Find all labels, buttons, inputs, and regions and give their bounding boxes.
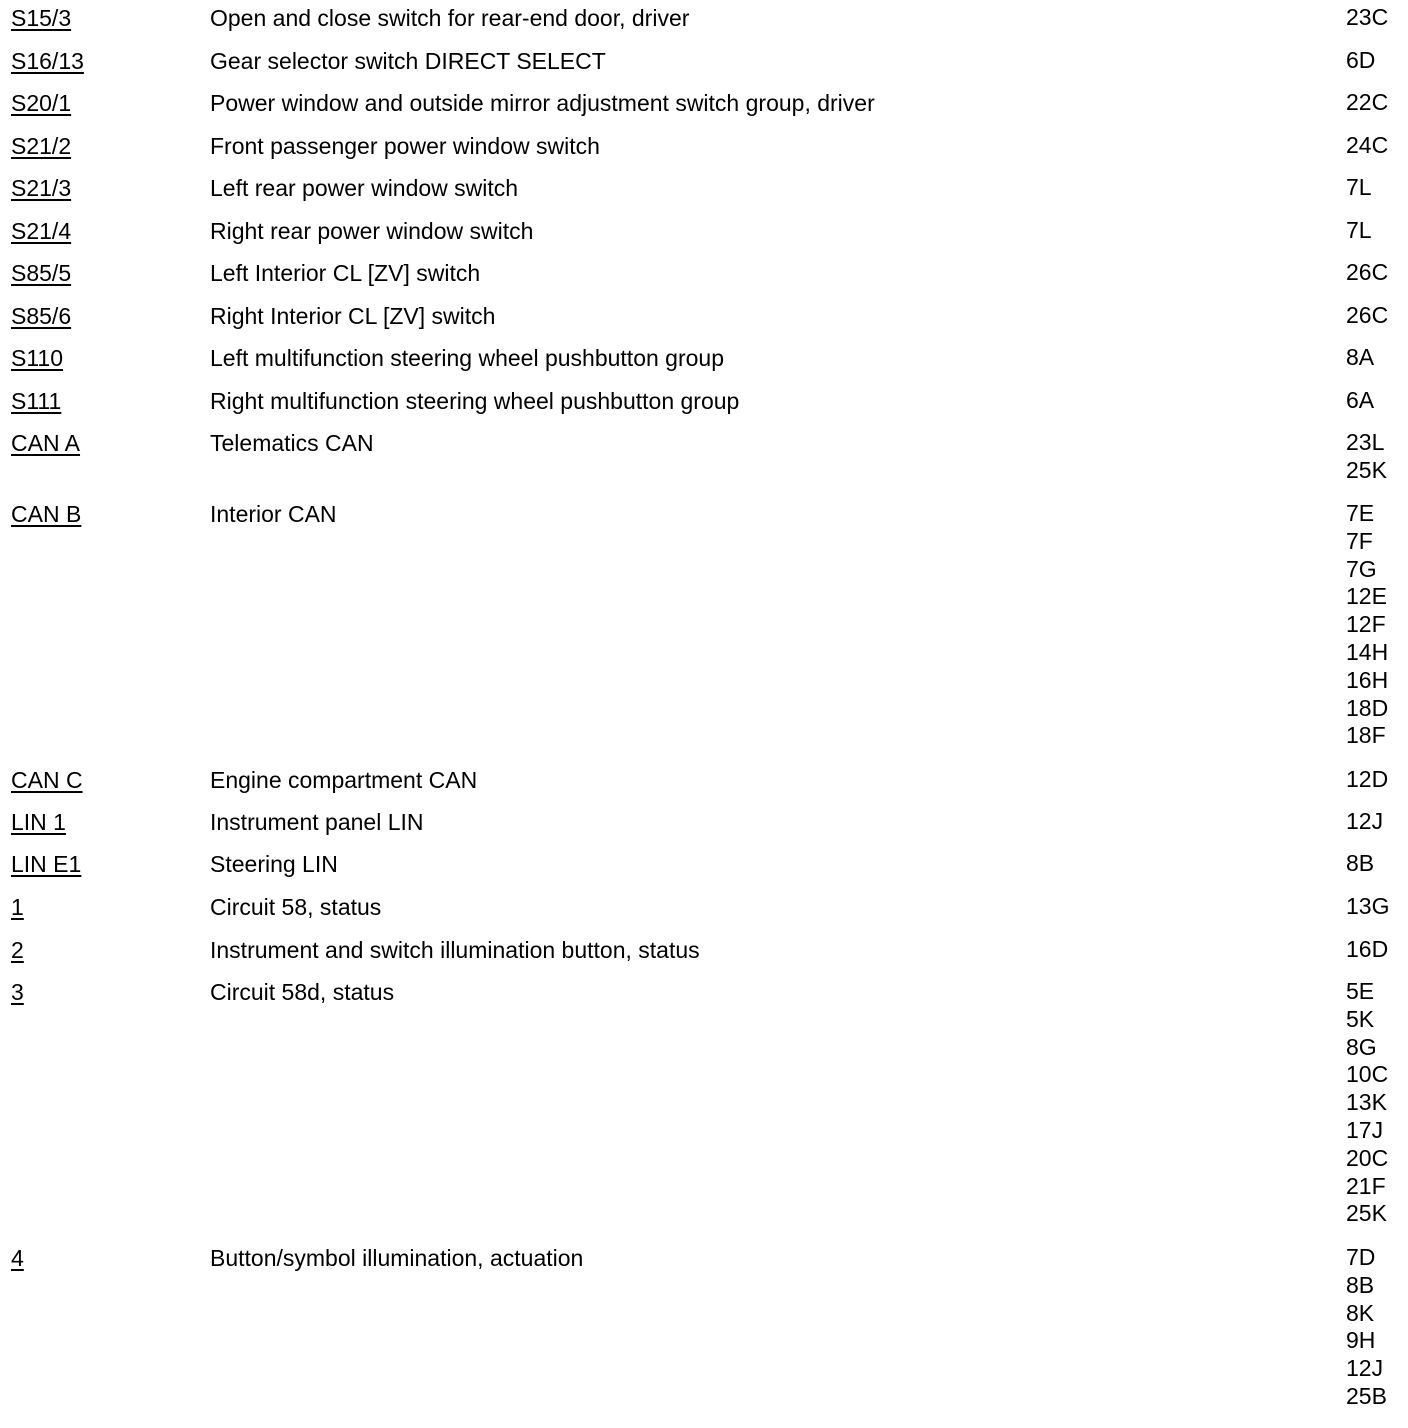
grid-reference-list — [1346, 344, 1406, 372]
grid-reference: 26C — [1346, 259, 1389, 285]
grid-reference: 23L — [1346, 429, 1385, 455]
grid-reference-list — [1346, 936, 1406, 964]
grid-reference-list — [1346, 387, 1406, 415]
component-code-link[interactable]: 4 — [11, 1245, 24, 1271]
grid-reference: 23C — [1346, 4, 1389, 30]
component-code-link[interactable]: S85/6 — [11, 303, 72, 329]
grid-reference: 12J — [1346, 808, 1384, 834]
grid-reference-list — [1346, 429, 1406, 485]
component-description: Left multifunction steering wheel pushbutton group — [210, 345, 724, 371]
component-description: Engine compartment CAN — [210, 767, 478, 793]
component-description: Circuit 58, status — [210, 894, 382, 920]
component-code-link[interactable]: 1 — [11, 894, 24, 920]
component-code-link[interactable]: LIN E1 — [11, 851, 82, 877]
grid-reference: 12J — [1346, 1355, 1384, 1382]
component-description: Instrument panel LIN — [210, 809, 424, 835]
grid-reference: 20C — [1346, 1144, 1389, 1171]
component-description: Open and close switch for rear-end door, driver — [210, 5, 690, 31]
grid-reference-list — [1346, 500, 1406, 750]
grid-reference: 7G — [1346, 555, 1377, 582]
grid-reference: 7E — [1346, 500, 1375, 526]
grid-reference: 16D — [1346, 936, 1389, 962]
component-description: Gear selector switch DIRECT SELECT — [210, 48, 606, 74]
grid-reference: 25B — [1346, 1382, 1387, 1409]
grid-reference-list — [1346, 4, 1406, 32]
component-code-link[interactable]: 2 — [11, 937, 24, 963]
grid-reference: 6A — [1346, 387, 1375, 413]
component-code-link[interactable]: S16/13 — [11, 48, 84, 74]
grid-reference: 7F — [1346, 527, 1373, 554]
grid-reference: 18D — [1346, 694, 1389, 721]
component-description: Right rear power window switch — [210, 218, 534, 244]
grid-reference: 12D — [1346, 766, 1389, 792]
grid-reference: 8K — [1346, 1299, 1375, 1326]
grid-reference: 6D — [1346, 47, 1376, 73]
grid-reference: 8G — [1346, 1033, 1377, 1060]
component-code-link[interactable]: S20/1 — [11, 90, 72, 116]
grid-reference: 10C — [1346, 1061, 1389, 1088]
grid-reference-list — [1346, 893, 1406, 921]
component-description: Circuit 58d, status — [210, 979, 395, 1005]
grid-reference-list — [1346, 47, 1406, 75]
grid-reference: 12F — [1346, 611, 1386, 638]
component-code-link[interactable]: S111 — [11, 388, 62, 414]
grid-reference: 8B — [1346, 1271, 1375, 1298]
component-description: Right multifunction steering wheel pushbutton group — [210, 388, 740, 414]
grid-reference: 5K — [1346, 1005, 1375, 1032]
component-code-link[interactable]: 3 — [11, 979, 24, 1005]
grid-reference: 22C — [1346, 89, 1389, 115]
grid-reference-list — [1346, 978, 1406, 1228]
grid-reference-list — [1346, 1244, 1406, 1411]
component-code-link[interactable]: CAN B — [11, 501, 82, 527]
grid-reference: 7L — [1346, 217, 1372, 243]
component-code-link[interactable]: S21/4 — [11, 218, 72, 244]
component-description: Steering LIN — [210, 851, 338, 877]
component-description: Right Interior CL [ZV] switch — [210, 303, 496, 329]
grid-reference: 18F — [1346, 722, 1386, 749]
component-code-link[interactable]: S15/3 — [11, 5, 72, 31]
component-description: Front passenger power window switch — [210, 133, 600, 159]
component-description: Instrument and switch illumination button, status — [210, 937, 700, 963]
grid-reference: 25K — [1346, 456, 1387, 483]
grid-reference-list — [1346, 217, 1406, 245]
grid-reference-list — [1346, 302, 1406, 330]
grid-reference: 14H — [1346, 638, 1389, 665]
grid-reference-list — [1346, 89, 1406, 117]
grid-reference: 8B — [1346, 850, 1375, 876]
grid-reference: 16H — [1346, 666, 1389, 693]
grid-reference: 7L — [1346, 174, 1372, 200]
component-description: Interior CAN — [210, 501, 337, 527]
component-description: Power window and outside mirror adjustment switch group, driver — [210, 90, 875, 116]
grid-reference: 25K — [1346, 1200, 1387, 1227]
component-code-link[interactable]: S85/5 — [11, 260, 72, 286]
component-description: Telematics CAN — [210, 430, 374, 456]
component-code-link[interactable]: LIN 1 — [11, 809, 66, 835]
grid-reference-list — [1346, 259, 1406, 287]
grid-reference: 24C — [1346, 132, 1389, 158]
grid-reference-list — [1346, 850, 1406, 878]
grid-reference: 21F — [1346, 1172, 1386, 1199]
grid-reference: 8A — [1346, 344, 1375, 370]
grid-reference-list — [1346, 808, 1406, 836]
grid-reference: 7D — [1346, 1244, 1376, 1270]
component-code-link[interactable]: CAN A — [11, 430, 81, 456]
grid-reference: 13K — [1346, 1089, 1387, 1116]
component-description: Button/symbol illumination, actuation — [210, 1245, 584, 1271]
component-description: Left Interior CL [ZV] switch — [210, 260, 481, 286]
grid-reference: 12E — [1346, 583, 1387, 610]
grid-reference-list — [1346, 174, 1406, 202]
grid-reference-list — [1346, 132, 1406, 160]
grid-reference: 5E — [1346, 978, 1375, 1004]
grid-reference: 17J — [1346, 1116, 1384, 1143]
component-code-link[interactable]: S110 — [11, 345, 64, 371]
grid-reference: 9H — [1346, 1327, 1376, 1354]
grid-reference: 13G — [1346, 893, 1390, 919]
grid-reference-list — [1346, 766, 1406, 794]
grid-reference: 26C — [1346, 302, 1389, 328]
component-code-link[interactable]: S21/3 — [11, 175, 72, 201]
component-code-link[interactable]: S21/2 — [11, 133, 72, 159]
component-description: Left rear power window switch — [210, 175, 519, 201]
component-code-link[interactable]: CAN C — [11, 767, 83, 793]
